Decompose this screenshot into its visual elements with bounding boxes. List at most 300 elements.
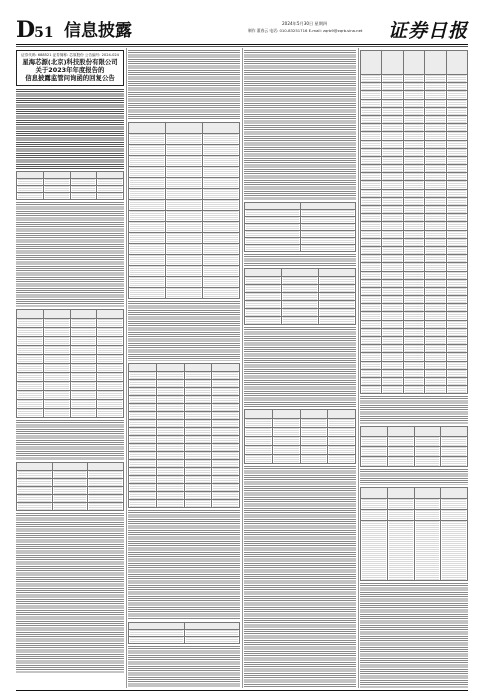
table-cell bbox=[17, 470, 53, 478]
table-cell bbox=[43, 327, 70, 336]
table-cell bbox=[88, 470, 124, 478]
column-4 bbox=[360, 48, 468, 688]
section-title: 信息披露 bbox=[64, 21, 132, 41]
table-cell bbox=[361, 156, 382, 164]
table-cell bbox=[70, 185, 97, 192]
table-cell bbox=[245, 293, 282, 301]
article-title-box bbox=[16, 50, 124, 86]
article-title-line: 信息披露监管问询函的回复公告 bbox=[25, 73, 115, 82]
table-cell bbox=[156, 452, 184, 460]
table-cell bbox=[300, 217, 356, 224]
table-cell bbox=[403, 369, 424, 377]
table-cell bbox=[425, 369, 446, 377]
table-cell bbox=[300, 224, 356, 231]
table-cell bbox=[97, 408, 124, 417]
table-cell bbox=[361, 287, 382, 295]
table-cell bbox=[184, 623, 240, 630]
table-cell bbox=[184, 637, 240, 644]
table-cell bbox=[245, 217, 301, 224]
table-cell bbox=[446, 296, 467, 304]
table-cell bbox=[361, 353, 382, 361]
table-cell bbox=[272, 437, 300, 446]
table-cell bbox=[70, 381, 97, 390]
table-cell bbox=[446, 148, 467, 156]
table-cell bbox=[361, 386, 382, 394]
table-cell bbox=[203, 167, 240, 178]
table-cell bbox=[166, 156, 203, 167]
table-cell bbox=[361, 377, 382, 385]
table-cell bbox=[129, 380, 157, 388]
table-cell bbox=[446, 255, 467, 263]
table-cell bbox=[361, 181, 382, 189]
table-cell bbox=[446, 263, 467, 271]
table-cell bbox=[361, 99, 382, 107]
table-cell bbox=[70, 171, 97, 178]
body-text-block bbox=[128, 510, 240, 620]
table-cell bbox=[382, 369, 403, 377]
table-cell bbox=[70, 363, 97, 372]
table-cell bbox=[446, 353, 467, 361]
table-cell bbox=[403, 312, 424, 320]
table-cell bbox=[88, 494, 124, 502]
table-cell bbox=[300, 455, 328, 464]
table-cell bbox=[361, 107, 382, 115]
body-text-block bbox=[360, 469, 468, 485]
table-cell bbox=[414, 499, 441, 510]
body-text-block bbox=[128, 301, 240, 361]
page-number bbox=[16, 18, 54, 45]
table-cell bbox=[129, 436, 157, 444]
data-table bbox=[16, 309, 124, 418]
table-cell bbox=[203, 178, 240, 189]
table-cell bbox=[441, 427, 468, 437]
table-cell bbox=[361, 447, 388, 457]
table-cell bbox=[129, 460, 157, 468]
table-cell bbox=[361, 263, 382, 271]
table-cell bbox=[446, 173, 467, 181]
table-cell bbox=[403, 377, 424, 385]
table-cell bbox=[446, 83, 467, 91]
table-cell bbox=[70, 309, 97, 318]
table-cell bbox=[425, 91, 446, 99]
table-cell bbox=[361, 510, 388, 521]
table-cell bbox=[166, 266, 203, 277]
table-cell bbox=[129, 476, 157, 484]
table-cell bbox=[88, 502, 124, 510]
table-cell bbox=[403, 132, 424, 140]
table-cell bbox=[328, 455, 356, 464]
table-cell bbox=[156, 436, 184, 444]
table-cell bbox=[361, 51, 382, 75]
table-cell bbox=[425, 296, 446, 304]
table-cell bbox=[446, 287, 467, 295]
table-cell bbox=[43, 363, 70, 372]
table-cell bbox=[97, 345, 124, 354]
body-text-block bbox=[128, 50, 240, 120]
table-cell bbox=[43, 171, 70, 178]
table-cell bbox=[425, 337, 446, 345]
table-cell bbox=[387, 427, 414, 437]
table-cell bbox=[361, 148, 382, 156]
table-cell bbox=[425, 75, 446, 83]
table-cell bbox=[97, 192, 124, 199]
table-cell bbox=[319, 285, 356, 293]
table-cell bbox=[166, 178, 203, 189]
table-cell bbox=[43, 381, 70, 390]
table-cell bbox=[300, 437, 328, 446]
body-text-block bbox=[244, 327, 356, 407]
table-cell bbox=[129, 123, 166, 134]
table-cell bbox=[184, 460, 212, 468]
table-cell bbox=[129, 372, 157, 380]
body-text-block bbox=[16, 420, 124, 460]
table-cell bbox=[446, 337, 467, 345]
table-cell bbox=[17, 478, 53, 486]
table-cell bbox=[212, 396, 240, 404]
table-cell bbox=[70, 390, 97, 399]
table-cell bbox=[97, 318, 124, 327]
table-cell bbox=[70, 408, 97, 417]
table-cell bbox=[446, 181, 467, 189]
table-cell bbox=[156, 396, 184, 404]
table-cell bbox=[203, 200, 240, 211]
table-cell bbox=[403, 230, 424, 238]
table-cell bbox=[382, 214, 403, 222]
data-table bbox=[244, 202, 356, 252]
table-cell bbox=[446, 238, 467, 246]
data-table bbox=[128, 122, 240, 299]
table-cell bbox=[70, 372, 97, 381]
table-cell bbox=[300, 428, 328, 437]
table-cell bbox=[425, 99, 446, 107]
table-cell bbox=[319, 269, 356, 277]
table-cell bbox=[184, 484, 212, 492]
table-cell bbox=[446, 140, 467, 148]
table-cell bbox=[361, 304, 382, 312]
table-cell bbox=[212, 460, 240, 468]
table-cell bbox=[446, 320, 467, 328]
table-cell bbox=[52, 478, 88, 486]
table-cell bbox=[403, 140, 424, 148]
table-cell bbox=[17, 462, 53, 470]
table-cell bbox=[97, 185, 124, 192]
table-cell bbox=[361, 173, 382, 181]
table-cell bbox=[129, 444, 157, 452]
table-cell bbox=[382, 197, 403, 205]
table-cell bbox=[212, 500, 240, 508]
table-cell bbox=[43, 390, 70, 399]
table-cell bbox=[166, 145, 203, 156]
table-cell bbox=[245, 317, 282, 325]
table-cell bbox=[328, 446, 356, 455]
table-cell bbox=[245, 245, 301, 252]
table-cell bbox=[403, 206, 424, 214]
table-cell bbox=[17, 390, 44, 399]
table-cell bbox=[129, 484, 157, 492]
table-cell bbox=[184, 372, 212, 380]
table-cell bbox=[382, 91, 403, 99]
table-cell bbox=[414, 521, 441, 581]
table-cell bbox=[425, 83, 446, 91]
table-cell bbox=[403, 304, 424, 312]
table-cell bbox=[212, 364, 240, 372]
table-cell bbox=[361, 427, 388, 437]
table-cell bbox=[129, 288, 166, 299]
table-cell bbox=[446, 222, 467, 230]
table-cell bbox=[129, 452, 157, 460]
table-cell bbox=[403, 83, 424, 91]
body-text-block bbox=[244, 50, 356, 200]
header-rule bbox=[16, 44, 468, 45]
table-cell bbox=[184, 500, 212, 508]
table-cell bbox=[17, 399, 44, 408]
table-cell bbox=[212, 468, 240, 476]
table-cell bbox=[166, 134, 203, 145]
table-cell bbox=[361, 488, 388, 499]
table-cell bbox=[425, 51, 446, 75]
page-header bbox=[16, 18, 468, 44]
table-cell bbox=[43, 372, 70, 381]
table-cell bbox=[184, 412, 212, 420]
table-cell bbox=[156, 412, 184, 420]
data-table bbox=[128, 622, 240, 644]
table-cell bbox=[387, 447, 414, 457]
table-cell bbox=[70, 336, 97, 345]
table-cell bbox=[282, 309, 319, 317]
table-cell bbox=[129, 623, 185, 630]
table-cell bbox=[441, 437, 468, 447]
table-cell bbox=[43, 185, 70, 192]
table-cell bbox=[184, 444, 212, 452]
table-cell bbox=[43, 178, 70, 185]
table-cell bbox=[403, 263, 424, 271]
table-cell bbox=[184, 396, 212, 404]
table-cell bbox=[425, 206, 446, 214]
table-cell bbox=[184, 452, 212, 460]
table-cell bbox=[156, 444, 184, 452]
table-cell bbox=[43, 408, 70, 417]
table-cell bbox=[43, 399, 70, 408]
table-cell bbox=[446, 156, 467, 164]
table-cell bbox=[361, 337, 382, 345]
table-cell bbox=[382, 304, 403, 312]
table-cell bbox=[17, 171, 44, 178]
table-cell bbox=[361, 222, 382, 230]
table-cell bbox=[319, 317, 356, 325]
table-cell bbox=[272, 419, 300, 428]
table-cell bbox=[382, 124, 403, 132]
table-cell bbox=[129, 189, 166, 200]
table-cell bbox=[425, 287, 446, 295]
table-cell bbox=[203, 255, 240, 266]
table-cell bbox=[328, 437, 356, 446]
table-cell bbox=[425, 238, 446, 246]
table-cell bbox=[403, 91, 424, 99]
table-cell bbox=[446, 189, 467, 197]
table-cell bbox=[300, 210, 356, 217]
table-cell bbox=[166, 167, 203, 178]
table-cell bbox=[387, 437, 414, 447]
column-2 bbox=[128, 48, 240, 688]
table-cell bbox=[403, 214, 424, 222]
table-cell bbox=[403, 148, 424, 156]
table-cell bbox=[387, 457, 414, 467]
table-cell bbox=[446, 345, 467, 353]
table-cell bbox=[361, 132, 382, 140]
table-cell bbox=[184, 428, 212, 436]
table-cell bbox=[129, 396, 157, 404]
table-cell bbox=[403, 345, 424, 353]
data-table bbox=[360, 50, 468, 394]
table-cell bbox=[129, 145, 166, 156]
table-cell bbox=[446, 328, 467, 336]
table-cell bbox=[403, 246, 424, 254]
table-cell bbox=[361, 206, 382, 214]
table-cell bbox=[382, 320, 403, 328]
table-cell bbox=[403, 75, 424, 83]
body-text-block bbox=[244, 254, 356, 266]
table-cell bbox=[425, 156, 446, 164]
table-cell bbox=[97, 354, 124, 363]
table-cell bbox=[382, 353, 403, 361]
table-cell bbox=[361, 115, 382, 123]
table-cell bbox=[129, 266, 166, 277]
table-cell bbox=[425, 312, 446, 320]
table-cell bbox=[282, 293, 319, 301]
table-cell bbox=[156, 476, 184, 484]
table-cell bbox=[97, 336, 124, 345]
data-table bbox=[244, 409, 356, 464]
table-cell bbox=[387, 510, 414, 521]
table-cell bbox=[245, 301, 282, 309]
table-cell bbox=[129, 637, 185, 644]
table-cell bbox=[166, 189, 203, 200]
table-cell bbox=[361, 165, 382, 173]
table-cell bbox=[361, 189, 382, 197]
table-cell bbox=[361, 75, 382, 83]
table-cell bbox=[361, 255, 382, 263]
table-cell bbox=[382, 99, 403, 107]
table-cell bbox=[17, 354, 44, 363]
table-cell bbox=[245, 224, 301, 231]
table-cell bbox=[97, 363, 124, 372]
table-cell bbox=[300, 231, 356, 238]
table-cell bbox=[184, 436, 212, 444]
table-cell bbox=[446, 246, 467, 254]
table-cell bbox=[166, 255, 203, 266]
table-cell bbox=[361, 91, 382, 99]
table-cell bbox=[245, 231, 301, 238]
table-cell bbox=[425, 345, 446, 353]
table-cell bbox=[17, 327, 44, 336]
table-cell bbox=[166, 222, 203, 233]
body-text-block bbox=[16, 513, 124, 673]
table-cell bbox=[328, 410, 356, 419]
table-cell bbox=[403, 156, 424, 164]
table-cell bbox=[382, 206, 403, 214]
body-text-block bbox=[16, 89, 124, 169]
table-cell bbox=[361, 320, 382, 328]
column-divider bbox=[126, 48, 127, 688]
table-cell bbox=[425, 361, 446, 369]
table-cell bbox=[166, 288, 203, 299]
table-cell bbox=[245, 455, 273, 464]
table-cell bbox=[17, 336, 44, 345]
table-cell bbox=[129, 492, 157, 500]
column-divider bbox=[242, 48, 243, 688]
table-cell bbox=[17, 345, 44, 354]
table-cell bbox=[446, 91, 467, 99]
body-text-block bbox=[128, 646, 240, 688]
table-cell bbox=[361, 238, 382, 246]
table-cell bbox=[129, 156, 166, 167]
table-cell bbox=[446, 206, 467, 214]
table-cell bbox=[382, 132, 403, 140]
table-cell bbox=[425, 271, 446, 279]
table-cell bbox=[403, 124, 424, 132]
table-cell bbox=[184, 476, 212, 484]
table-cell bbox=[203, 222, 240, 233]
table-cell bbox=[382, 328, 403, 336]
table-cell bbox=[88, 486, 124, 494]
table-cell bbox=[245, 309, 282, 317]
table-cell bbox=[403, 287, 424, 295]
table-cell bbox=[272, 455, 300, 464]
table-cell bbox=[441, 510, 468, 521]
table-cell bbox=[245, 238, 301, 245]
column-3 bbox=[244, 48, 356, 688]
table-cell bbox=[156, 388, 184, 396]
table-cell bbox=[43, 336, 70, 345]
table-cell bbox=[156, 380, 184, 388]
issue-date: 2024年5月30日 星期四 bbox=[282, 21, 328, 26]
table-cell bbox=[382, 238, 403, 246]
table-cell bbox=[361, 296, 382, 304]
table-cell bbox=[328, 428, 356, 437]
table-cell bbox=[414, 488, 441, 499]
table-cell bbox=[403, 99, 424, 107]
table-cell bbox=[129, 178, 166, 189]
table-cell bbox=[403, 189, 424, 197]
table-cell bbox=[361, 230, 382, 238]
table-cell bbox=[245, 446, 273, 455]
table-cell bbox=[403, 181, 424, 189]
table-cell bbox=[282, 301, 319, 309]
table-cell bbox=[382, 181, 403, 189]
table-cell bbox=[382, 83, 403, 91]
table-cell bbox=[97, 399, 124, 408]
table-cell bbox=[17, 309, 44, 318]
table-cell bbox=[361, 499, 388, 510]
table-cell bbox=[203, 288, 240, 299]
table-cell bbox=[446, 369, 467, 377]
table-cell bbox=[382, 296, 403, 304]
table-cell bbox=[245, 203, 301, 210]
table-cell bbox=[97, 381, 124, 390]
table-cell bbox=[212, 420, 240, 428]
table-cell bbox=[212, 428, 240, 436]
table-cell bbox=[382, 255, 403, 263]
table-cell bbox=[425, 148, 446, 156]
table-cell bbox=[212, 380, 240, 388]
table-cell bbox=[425, 222, 446, 230]
table-cell bbox=[129, 420, 157, 428]
table-cell bbox=[203, 123, 240, 134]
table-cell bbox=[129, 428, 157, 436]
table-cell bbox=[245, 437, 273, 446]
table-cell bbox=[382, 189, 403, 197]
table-cell bbox=[446, 279, 467, 287]
